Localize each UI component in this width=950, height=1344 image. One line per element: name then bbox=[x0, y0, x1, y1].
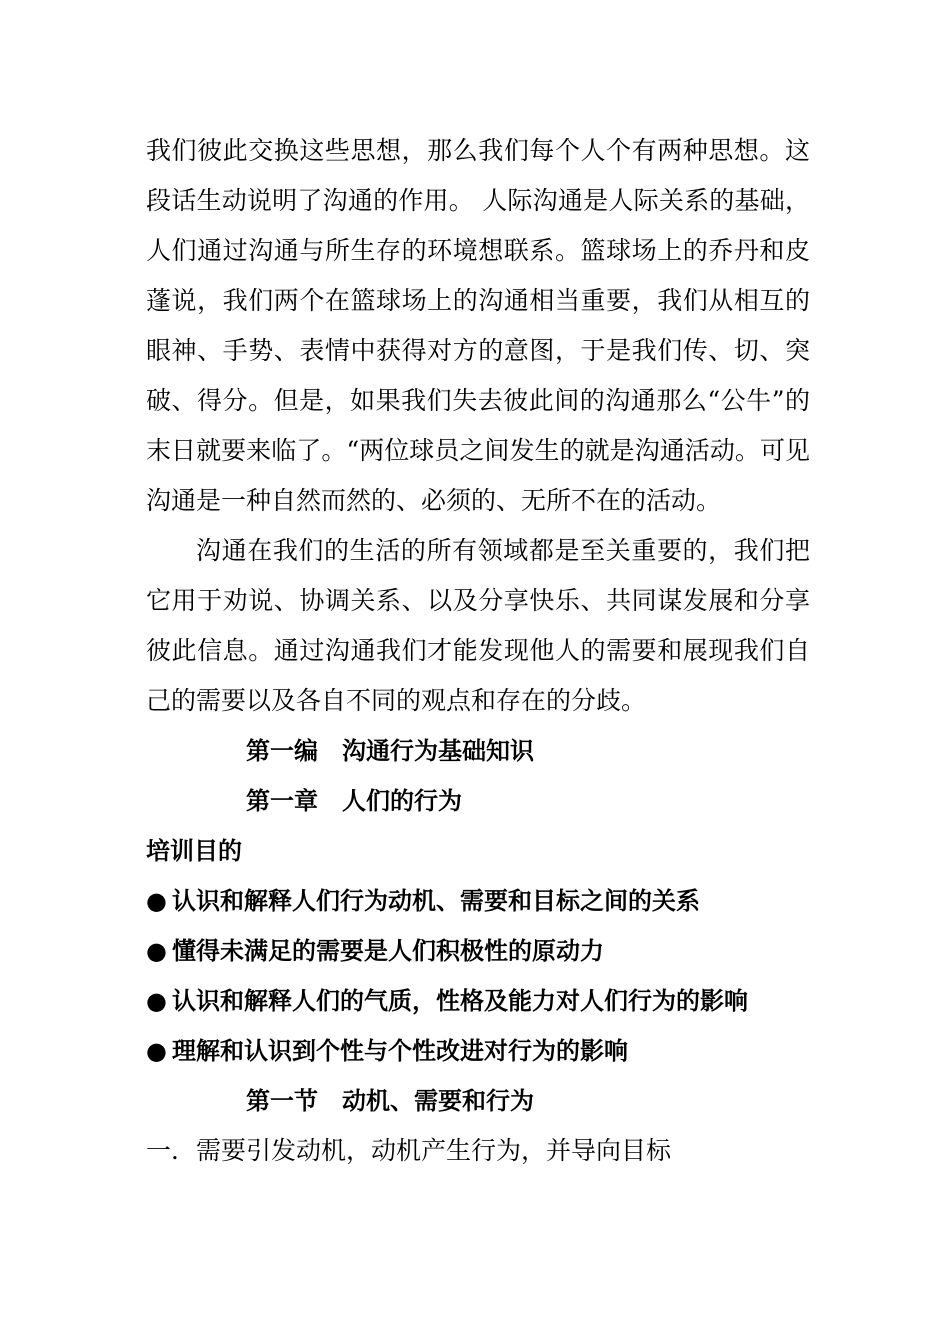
bullet-icon: ● bbox=[146, 887, 167, 915]
bullet-icon: ● bbox=[146, 987, 167, 1015]
document-body bbox=[146, 126, 810, 1176]
numbered-point: 一．需要引发动机，动机产生行为，并导向目标 bbox=[146, 1136, 672, 1165]
objective-text: 理解和认识到个性与个性改进对行为的影响 bbox=[172, 1037, 628, 1065]
section-heading: 第一节 动机、需要和行为 bbox=[246, 1087, 534, 1115]
objective-text: 认识和解释人们行为动机、需要和目标之间的关系 bbox=[172, 887, 700, 915]
chapter-heading: 第一章 人们的行为 bbox=[246, 787, 462, 815]
objective-text: 懂得未满足的需要是人们积极性的原动力 bbox=[172, 937, 604, 965]
bullet-icon: ● bbox=[146, 1037, 167, 1065]
paragraph-communication-importance: 沟通在我们的生活的所有领域都是至关重要的，我们把它用于劝说、协调关系、以及分享快乐、共同谋发展和分享彼此信息。通过沟通我们才能发现他人的需要和展现我们自己的需要以及各自不同的观点和存在的分歧。 bbox=[146, 536, 810, 715]
part-heading: 第一编 沟通行为基础知识 bbox=[246, 737, 534, 765]
objective-item bbox=[146, 1026, 810, 1076]
bullet-icon: ● bbox=[146, 937, 167, 965]
paragraph-communication-role: 我们彼此交换这些思想，那么我们每个人个有两种思想。这段话生动说明了沟通的作用。 人际沟通是人际关系的基础，人们通过沟通与所生存的环境想联系。篮球场上的乔丹和皮蓬说，我们两个在篮球场上的沟通相当重要，我们从相互的眼神、手势、表情中获得对方的意图，于是我们传、切、突破、得分。但是，如果我们失去彼此间的沟通那么“公牛”的末日就要来临了。“两位球员之间发生的就是沟通活动。可见沟通是一种自然而然的、必须的、无所不在的活动。 bbox=[146, 136, 810, 515]
objective-item bbox=[146, 976, 810, 1026]
objective-item bbox=[146, 926, 810, 976]
objective-item bbox=[146, 876, 810, 926]
objectives-title: 培训目的 bbox=[146, 837, 242, 865]
objective-text: 认识和解释人们的气质，性格及能力对人们行为的影响 bbox=[172, 987, 748, 1015]
